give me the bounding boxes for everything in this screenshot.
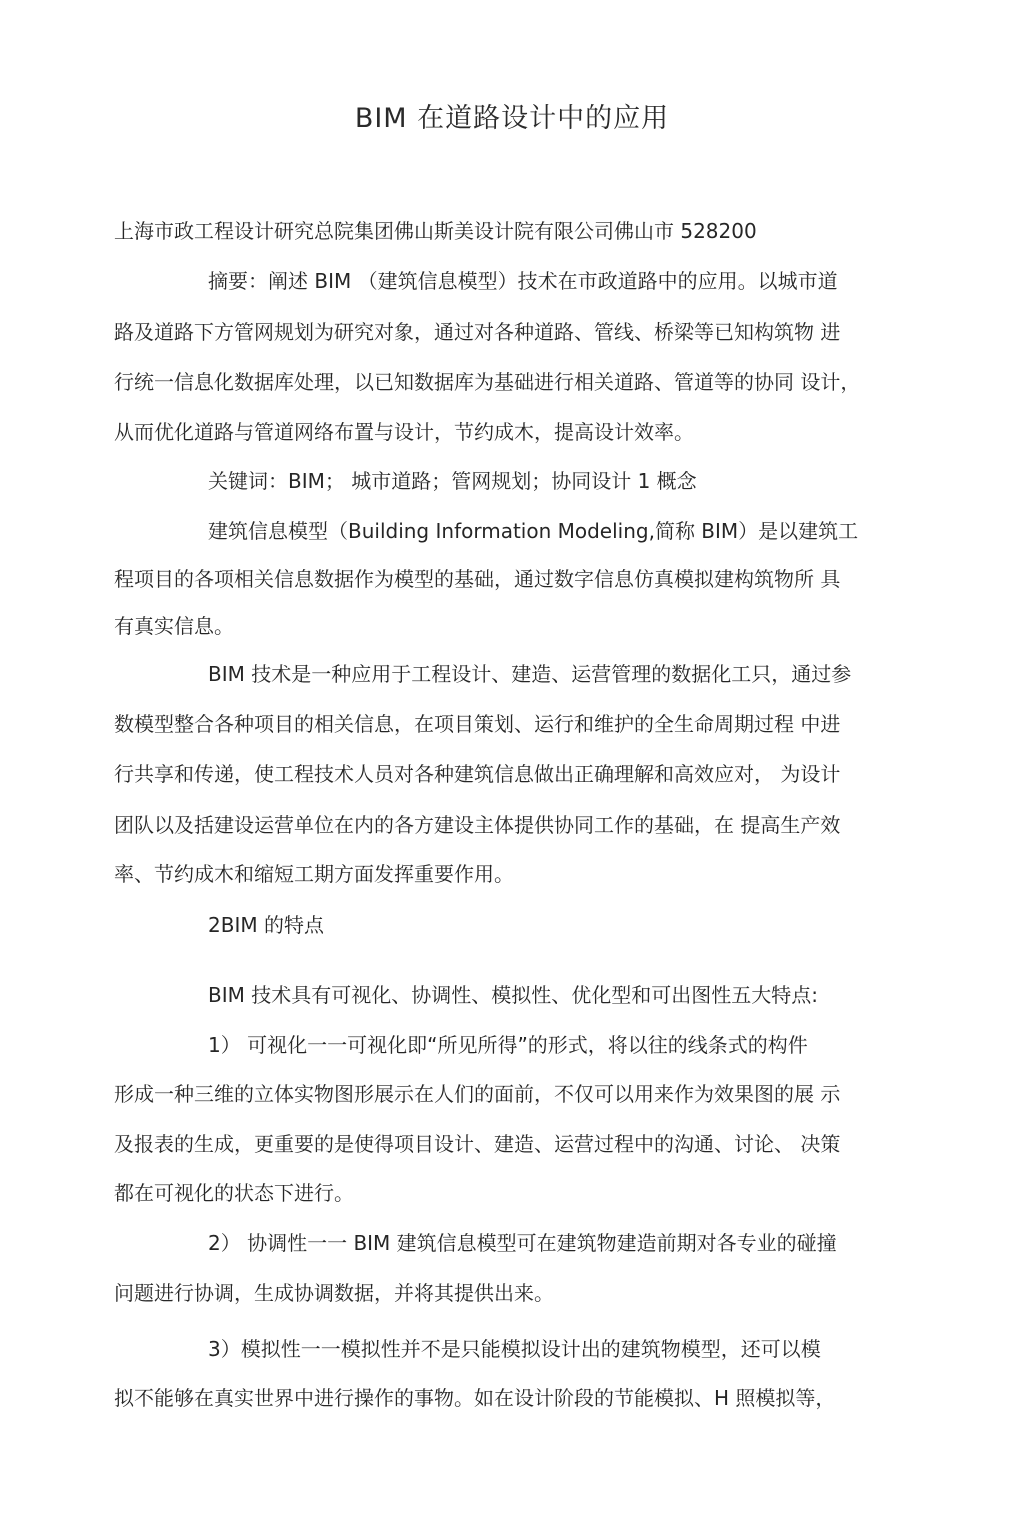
bim-tech-line-5: 率、节约成木和缩短工期方面发挥重要作用。 <box>114 862 514 886</box>
item1-line-4: 都在可视化的状态下进行。 <box>114 1181 354 1205</box>
document-title: BIM 在道路设计中的应用 <box>354 103 670 134</box>
bim-tech-line-2: 数模型整合各种项目的相关信息，在项目策划、运行和维护的全生命周期过程 中进 <box>114 712 841 736</box>
keywords-line: 关键词：BIM； 城市道路；管网规划；协同设计 1 概念 <box>208 469 697 493</box>
concept-line-2: 程项目的各项相关信息数据作为模型的基础，通过数字信息仿真模拟建构筑物所 具 <box>114 567 841 591</box>
concept-line-1: 建筑信息模型（Building Information Modeling,简称 BIM）是以建筑工 <box>208 519 859 543</box>
abstract-line-4: 从而优化道路与管道网络布置与设计，节约成木，提高设计效率。 <box>114 420 694 444</box>
item3-line-2: 拟不能够在真实世界中进行操作的事物。如在设计阶段的节能模拟、H 照模拟等， <box>114 1386 836 1410</box>
item1-line-2: 形成一种三维的立体实物图形展示在人们的面前，不仅可以用来作为效果图的展 示 <box>114 1082 841 1106</box>
abstract-line-2: 路及道路下方管网规划为研究对象，通过对各种道路、管线、桥梁等已知构筑物 进 <box>114 320 841 344</box>
abstract-line-3: 行统一信息化数据库处理，以已知数据库为基础进行相关道路、管道等的协同 设计， <box>114 370 861 394</box>
features-intro-line: BIM 技术具有可视化、协调性、模拟性、优化型和可出图性五大特点: <box>208 983 818 1007</box>
item3-line-1: 3）模拟性一一模拟性并不是只能模拟设计出的建筑物模型，还可以模 <box>208 1337 821 1361</box>
affiliation-line: 上海市政工程设计研究总院集团佛山斯美设计院有限公司佛山市 528200 <box>114 219 757 243</box>
item2-line-1: 2） 协调性一一 BIM 建筑信息模型可在建筑物建造前期对各专业的碰撞 <box>208 1231 837 1255</box>
concept-line-3: 有真实信息。 <box>114 614 234 638</box>
bim-tech-line-3: 行共享和传递，使工程技术人员对各种建筑信息做出正确理解和高效应对， 为设计 <box>114 762 841 786</box>
item2-line-2: 问题进行协调，生成协调数据，并将其提供出来。 <box>114 1281 554 1305</box>
abstract-line-1: 摘要：阐述 BIM （建筑信息模型）技术在市政道路中的应用。以城市道 <box>208 269 838 293</box>
item1-line-3: 及报表的生成，更重要的是使得项目设计、建造、运营过程中的沟通、讨论、 决策 <box>114 1132 841 1156</box>
bim-tech-line-1: BIM 技术是一种应用于工程设计、建造、运营管理的数据化工只，通过参 <box>208 662 852 686</box>
item1-line-1: 1） 可视化一一可视化即“所见所得”的形式，将以往的线条式的构件 <box>208 1033 808 1057</box>
section-heading: 2BIM 的特点 <box>208 913 324 937</box>
bim-tech-line-4: 团队以及括建设运营单位在内的各方建设主体提供协同工作的基础，在 提高生产效 <box>114 813 841 837</box>
